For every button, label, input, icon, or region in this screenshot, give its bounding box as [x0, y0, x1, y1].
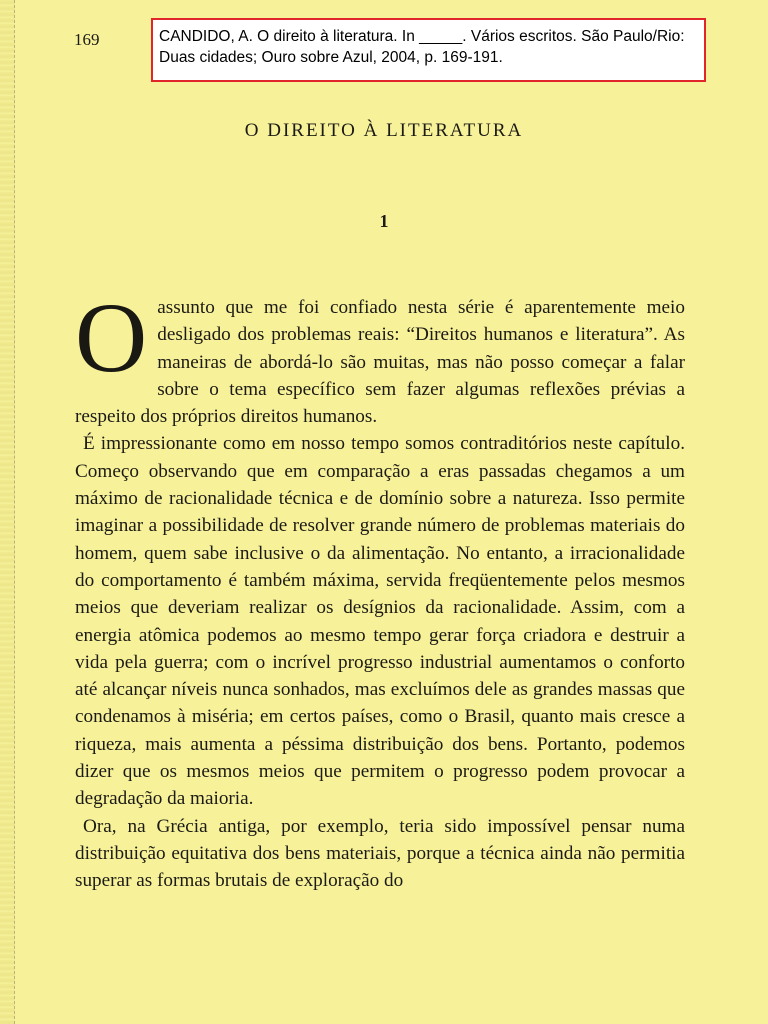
paragraph-3: Ora, na Grécia antiga, por exemplo, teria sido impossível pensar numa distribuição equitativa dos bens materiais, porque a técnica ainda não permitia superar as formas brutais de exploração do [75, 815, 685, 892]
paragraph-1-text: assunto que me foi confiado nesta série é aparentemente meio desligado dos problemas reais: “Direitos humanos e literatura”. As maneiras de abordá-lo são muitas, mas não posso começar a falar sobre o tema específico sem fazer algumas reflexões prévias a respeito dos próprios direitos humanos. [75, 297, 685, 428]
paragraph-1 [75, 282, 685, 430]
page-number: 169 [74, 30, 100, 49]
citation-box: CANDIDO, A. O direito à literatura. In _____. Vários escritos. São Paulo/Rio: Duas cidades; Ouro sobre Azul, 2004, p. 169-191. [151, 18, 706, 82]
section-number: 1 [379, 211, 389, 231]
chapter-title: O DIREITO À LITERATURA [244, 120, 524, 141]
drop-cap: O [75, 282, 148, 393]
body-text [75, 282, 685, 895]
paragraph-2: É impressionante como em nosso tempo somos contraditórios neste capítulo. Começo observando que em comparação a eras passadas chegamos a um máximo de racionalidade técnica e de domínio sobre a natureza. Isso permite imaginar a possibilidade de resolver grande número de problemas materiais do homem, quem sabe inclusive o da alimentação. No entanto, a irracionalidade do comportamento é também máxima, servida freqüentemente pelos mesmos meios que deveriam realizar os desígnios da racionalidade. Assim, com a energia atômica podemos ao mesmo tempo gerar força criadora e destruir a vida pela guerra; com o incrível progresso industrial aumentamos o conforto até alcançar níveis nunca sonhados, mas excluímos dele as grandes massas que condenamos à miséria; em certos países, como o Brasil, quanto mais cresce a riqueza, mais aumenta a péssima distribuição dos bens. Portanto, podemos dizer que os mesmos meios que permitem o progresso podem provocar a degradação da maioria. [75, 433, 685, 810]
scan-edge [0, 0, 15, 1024]
